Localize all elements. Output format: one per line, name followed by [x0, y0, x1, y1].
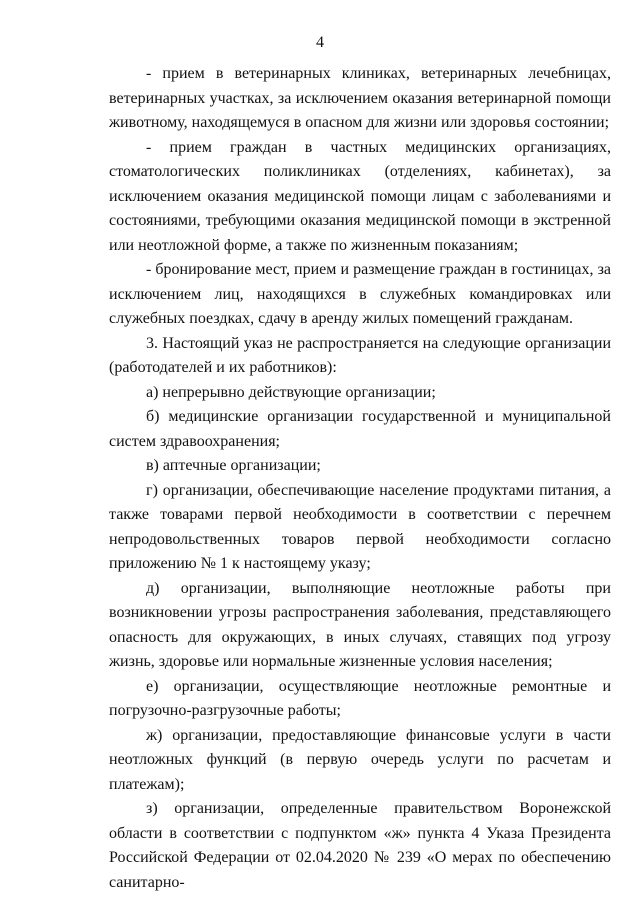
paragraph-v: в) аптечные организации; — [146, 457, 321, 474]
document-body — [109, 62, 611, 895]
paragraph-z: з) организации, определенные правительством Воронежской области в соответствии с подпунктом «ж» пункта 4 Указа Президента Российской Федерации от 02.04.2020 № 239 «О мерах по обеспечению санитарно- — [109, 800, 611, 891]
paragraph-b: б) медицинские организации государственной и муниципальной систем здравоохранения; — [109, 408, 611, 450]
paragraph-zh: ж) организации, предоставляющие финансовые услуги в части неотложных функций (в первую очередь услуги по расчетам и платежам); — [109, 726, 611, 793]
paragraph-hotels: - бронирование мест, прием и размещение граждан в гостиницах, за исключением лиц, находящихся в служебных командировках или служебных поездках, сдачу в аренду жилых помещений гражданам. — [109, 261, 611, 327]
paragraph-a: а) непрерывно действующие организации; — [146, 383, 436, 401]
paragraph-e: е) организации, осуществляющие неотложные ремонтные и погрузочно-разгрузочные работы; — [109, 677, 611, 719]
paragraph-d: д) организации, выполняющие неотложные работы при возникновении угрозы распространения заболевания, представляющего опасность для окружающих, в иных случаях, ставящих под угрозу жизнь, здоровье или нормальные жизненные условия населения; — [109, 579, 611, 670]
page-number: 4 — [316, 34, 324, 51]
paragraph-g: г) организации, обеспечивающие население продуктами питания, а также товарами первой необходимости в соответствии с перечнем непродовольственных товаров первой необходимости согласно приложению № 1 к настоящему указу; — [109, 481, 611, 572]
paragraph-vet: - прием в ветеринарных клиниках, ветеринарных лечебницах, ветеринарных участках, за исключением оказания ветеринарной помощи животному, находящемуся в опасном для жизни или здоровья состоянии; — [109, 65, 611, 131]
paragraph-medical-private: - прием граждан в частных медицинских организациях, стоматологических поликлиниках (отделениях, кабинетах), за исключением оказания медицинской помощи лицам с заболеваниями и состояниями, требующими оказания медицинской помощи в экстренной или неотложной форме, а также по жизненным показаниям; — [109, 138, 611, 254]
paragraph-item-3: 3. Настоящий указ не распространяется на следующие организации (работодателей и их работников): — [109, 334, 611, 376]
